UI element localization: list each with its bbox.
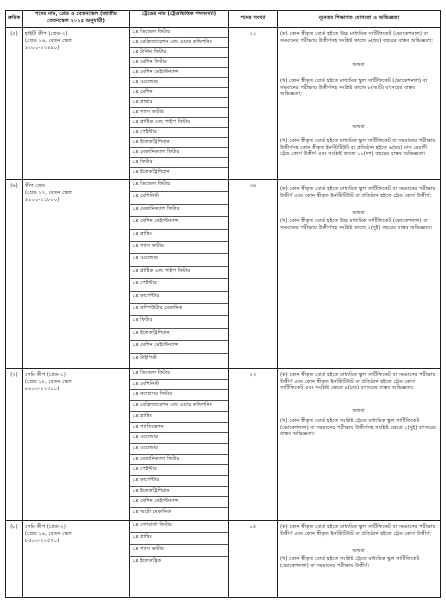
trade-item: ১x রেফ্রিজারেশন এন্ড এয়ার কন্ডিশনিং [132, 39, 212, 45]
qualification-or: অথবা [352, 408, 365, 414]
trade-divider [129, 87, 228, 88]
trade-item: ১x প্লাম্বিং [132, 230, 152, 237]
post-name-line: (গ্রেড ১৬, বেতন স্কেল [25, 37, 72, 44]
row-divider [5, 179, 441, 180]
trade-item: ১x ডিজেল ফিটার [132, 29, 171, 35]
post-name-line: (গ্রেড ১৯, বেতন স্কেল [25, 530, 72, 537]
post-name-line: সেমি কীপ (গ্রেড-২) [25, 524, 66, 530]
trade-item: ১x ওয়েল্ডার [132, 255, 158, 262]
col-divider [277, 10, 278, 597]
trade-item: ১x মেকানিক্যাল ফিটার [132, 149, 180, 155]
trade-divider [129, 432, 228, 433]
trade-item: ১x অটো মেকানিক [132, 509, 171, 516]
trade-divider [129, 204, 228, 205]
trade-item: ১x টাইপিস্ট [132, 354, 157, 361]
trade-item: ১x কার্পেন্টার [132, 477, 160, 483]
header-bottom-border [5, 27, 441, 28]
post-name-line: (গ্রেড ১৭, বেতন স্কেল [25, 189, 72, 196]
trade-divider [129, 253, 228, 254]
header-post-name: পদের নাম, গ্রেড ও বেতনস্কেল (জাতীয় বেতনস্কেল ২০১৫ অনুযায়ী) [35, 11, 117, 24]
trade-item: ১x কম্প্রেসর ফিটার [132, 391, 173, 398]
header-qualification: ন্যূনতম শিক্ষাগত যোগ্যতা ও অভিজ্ঞতা [318, 15, 400, 21]
post-name-line: ৯৩০০-২২৪৯০) [25, 44, 60, 51]
trade-item: ১x গ্যাস কাটার [132, 243, 164, 249]
qualification-a: (ক) কোন স্বীকৃত বোর্ড হইতে উচ্চ মাধ্যমিক সার্টিফিকেট (ভোকেশনাল) বা সমমানের পরীক্ষায় উত্তীর্ণসহ সংশ্লিষ্ট কাজে ৬(ছয়) বছরের বাস্তব অভিজ্ঞতা; [280, 31, 433, 44]
trade-item: ১x টার্নিন ফিটার [132, 49, 167, 55]
trade-divider [129, 454, 228, 455]
header-serial: ক্রমিক [7, 15, 21, 21]
trade-divider [129, 67, 228, 68]
trade-item: ১x মেশিন মেইন্টেন্যান্স [132, 498, 179, 505]
trade-item: ১x মেকানিক্যাল ফিটার [132, 205, 180, 212]
trade-item: ১x মেশিন মেইন্টেন্যান্স [132, 342, 179, 349]
trade-item: ১x পেইন্টার [132, 466, 157, 473]
trade-item: ১x ওয়েল্ডার [132, 444, 158, 451]
trade-divider [129, 291, 228, 292]
trade-item: ১x ডিজেল ফিটার [132, 370, 171, 376]
trade-item: ১x প্যাসিভেশন [132, 423, 164, 430]
trade-divider [129, 77, 228, 78]
row-divider [5, 368, 441, 369]
trade-item: ১x রেফ্রিজারেশন এন্ড এয়ার কন্ডিশনিং [132, 402, 212, 409]
col-divider [440, 10, 441, 597]
qualification-or: অথবা [352, 62, 365, 68]
trade-item: ১x মেকানিক্যাল ফিটার [132, 455, 180, 462]
row-divider [5, 520, 441, 521]
col-divider [22, 10, 23, 597]
trade-item: ১x পেইন্টার [132, 280, 157, 287]
trade-divider [129, 37, 228, 38]
qualification-or: অথবা [352, 210, 365, 216]
qualification-b: (খ) কোন স্বীকৃত বোর্ড হইতে সংশ্লিষ্ট ট্রেডে মাধ্যমিক স্কুল সার্টিফিকেট (ভোকেশনাল) বা সমমানের পরীক্ষায় উত্তীর্ণসহ সংশ্লিষ্ট ক্ষেত্রে ২(দুই) বৎসরের বাস্তব অভিজ্ঞতা। [280, 418, 436, 438]
trade-item: ১x প্লাম্বার [132, 99, 153, 105]
trade-item: ১x দেশবার্তা ফিটার [132, 522, 172, 528]
post-name-line: (গ্রেড ১৮, বেতন স্কেল [25, 378, 72, 385]
trade-item: ১x গ্যাস কাটার [132, 546, 164, 552]
trade-divider [129, 379, 228, 380]
post-name-line: ৮৫০০-২০৫৭০) [25, 537, 60, 544]
trade-item: ১x মেশিনিস্ট [132, 193, 159, 200]
trade-divider [129, 422, 228, 423]
trade-divider [129, 443, 228, 444]
post-name-line: সেমি কীপ (গ্রেড-১) [25, 372, 66, 378]
trade-divider [129, 157, 228, 158]
trade-item: ১x কার্পেন্টার [132, 292, 160, 299]
trade-divider [129, 137, 228, 138]
col-divider [5, 10, 6, 597]
trade-item: ১x মেশিন মেইন্টেন্যান্স [132, 218, 179, 225]
trade-item: ১x মেশিনিস্ট [132, 380, 159, 387]
post-count: ২২ [249, 31, 257, 37]
trade-divider [129, 556, 228, 557]
post-count: ৩৪ [249, 183, 257, 189]
qualification-b: (খ) কোন স্বীকৃত বোর্ড হইতে সংশ্লিষ্ট ট্রেডে মাধ্যমিক স্কুল সার্টিফিকেট (ভোকেশনাল) বা সমমানের পরীক্ষায় উত্তীর্ণ। [280, 556, 420, 569]
trade-item: ১x মেশিন [132, 89, 153, 95]
trade-divider [129, 57, 228, 58]
trade-divider [129, 117, 228, 118]
trade-divider [129, 147, 228, 148]
post-count: ২৩ [249, 372, 257, 378]
qualification-b: (খ) কোন স্বীকৃত বোর্ড হইতে উচ্চ মাধ্যমিক সার্টিফিকেট (ভোকেশনাল) বা সমমানের পরীক্ষায় উত্তীর্ণসহ সংশ্লিষ্ট কাজে ২(দুই) বছরের বাস্তব অভিজ্ঞতা। [280, 218, 433, 231]
trade-divider [129, 303, 228, 304]
trade-divider [129, 167, 228, 168]
trade-item: ১x প্লাম্বিং [132, 534, 152, 540]
trade-divider [129, 475, 228, 476]
trade-item: ১x কম্পিউটার মেকানিক [132, 305, 183, 311]
qualification-a: (ক) কোন স্বীকৃত বোর্ড হইতে মাধ্যমিক স্কুল সার্টিফিকেট বা সমমানের পরীক্ষায় উত্তীর্ণ এবং কোন স্বীকৃত ইনস্টিটিউট বা প্রতিষ্ঠান হইতে ট্রেড কোর্স উত্তীর্ণ; [280, 186, 436, 199]
trade-item: ১x ওয়েল্ডার [132, 79, 158, 85]
trade-item: ১x ইলেকট্রিশিয়ান [132, 139, 170, 145]
qualification-a: (ক) কোন স্বীকৃত বোর্ড হইতে মাধ্যমিক স্কুল সার্টিফিকেট বা সমমানের পরীক্ষায় উত্তীর্ণ এবং কোন স্বীকৃত ইনস্টিটিউট বা প্রতিষ্ঠান হইতে ট্রেড কোর্স উত্তীর্ণ; [280, 524, 436, 537]
qualification-a: (ক) কোন স্বীকৃত বোর্ড হইতে মাধ্যমিক স্কুল সার্টিফিকেট বা সমমানের পরীক্ষায় উত্তীর্ণ এবং কোন স্বীকৃত ইনস্টিটিউট বা প্রতিষ্ঠান হইতে ট্রেড কোর্স সার্টিফিকেট এবং সংশ্লিষ্ট ক্ষেত্রে ৪(চার) বৎসরের বাস্তব অভিজ্ঞতা; [280, 372, 436, 392]
trade-divider [129, 411, 228, 412]
trade-item: ১x ইলেকট্রিক [132, 558, 162, 564]
trade-divider [129, 107, 228, 108]
trade-item: ১x গ্যাস কাটার [132, 109, 164, 115]
trade-divider [129, 47, 228, 48]
trade-divider [129, 532, 228, 533]
qualification-or: অথবা [352, 124, 365, 130]
trade-item: ১x ইলেকট্রিশিয়ান [132, 487, 170, 494]
trade-item: ১x প্লাষ্টিক এন্ড পাইপ ফিটার [132, 119, 191, 125]
header-trade-name: ট্রেডের নাম (ট্রেডভিত্তিক পদসংখ্যা) [141, 11, 217, 17]
post-count: ০৫ [249, 524, 257, 530]
trade-divider [129, 507, 228, 508]
row-serial: (৬) [10, 183, 18, 189]
trade-item: ১x মেশিন মেইন্টেন্যান্স [132, 69, 179, 75]
trade-divider [129, 127, 228, 128]
post-name-line: ৯০০০-২১৮০০) [25, 196, 60, 203]
trade-divider [129, 544, 228, 545]
row-serial: (৫) [10, 31, 18, 37]
trade-item: ১x প্লাষ্টিক এন্ড পাইপ ফিটার [132, 267, 191, 274]
trade-divider [129, 266, 228, 267]
trade-divider [129, 241, 228, 242]
row-serial: (৮) [10, 524, 18, 530]
trade-item: ১x পেইন্টার [132, 129, 157, 135]
qualification-c: (গ) কোন স্বীকৃত বোর্ড হইতে মাধ্যমিক স্কুল সার্টিফিকেট বা সমমানের পরীক্ষায় উত্তীর্ণসহ কোন স্বীকৃত ইনস্টিটিউট বা প্রতিষ্ঠান হইতে ৬(ছয়) মাস মেয়াদী ট্রেড কোর্স উত্তীর্ণ এবং সংশ্লিষ্ট কাজে ১০(দশ) বছরের বাস্তব অভিজ্ঞতা। [280, 138, 436, 158]
table-bottom-border [5, 597, 441, 598]
post-name-line: কীপ গ্রেড [25, 183, 46, 189]
qualification-or: অথবা [352, 548, 365, 554]
qualification-b: (খ) কোন স্বীকৃত বোর্ড হইতে মাধ্যমিক স্কুল সার্টিফিকেট (ভোকেশনাল) বা সমমানের পরীক্ষায় উত্তীর্ণসহ সংশ্লিষ্ট কাজে ৮(আট) বৎসরের বাস্তব অভিজ্ঞতা; [280, 78, 428, 98]
post-name-line: ৮৮০০-২১৩১০) [25, 385, 60, 392]
header-post-count: পদের সংখ্যা [240, 15, 266, 21]
trade-item: ১x মেশিন ফিটার [132, 59, 167, 65]
col-divider [228, 10, 229, 597]
trade-item: ১x ইলেকট্রিশিয়ান [132, 169, 170, 175]
row-serial: (৭) [10, 372, 18, 378]
trade-item: ১x ইলেকট্রিশিয়ান [132, 329, 170, 336]
trade-divider [129, 229, 228, 230]
trade-item: ১x ওয়েল্ডার [132, 434, 158, 441]
trade-divider [129, 328, 228, 329]
trade-item: ১x প্লাম্বিং [132, 412, 152, 419]
trade-divider [129, 400, 228, 401]
trade-item: ১x ডিজেল ফিটার [132, 181, 171, 187]
trade-divider [129, 353, 228, 354]
post-name-line: হাইয়ী কীপ (গ্রেড-২) [25, 31, 68, 37]
trade-item: ১x ফিটার [132, 159, 153, 165]
trade-divider [129, 486, 228, 487]
trade-item: ১x ফিটার [132, 317, 153, 324]
trade-divider [129, 97, 228, 98]
